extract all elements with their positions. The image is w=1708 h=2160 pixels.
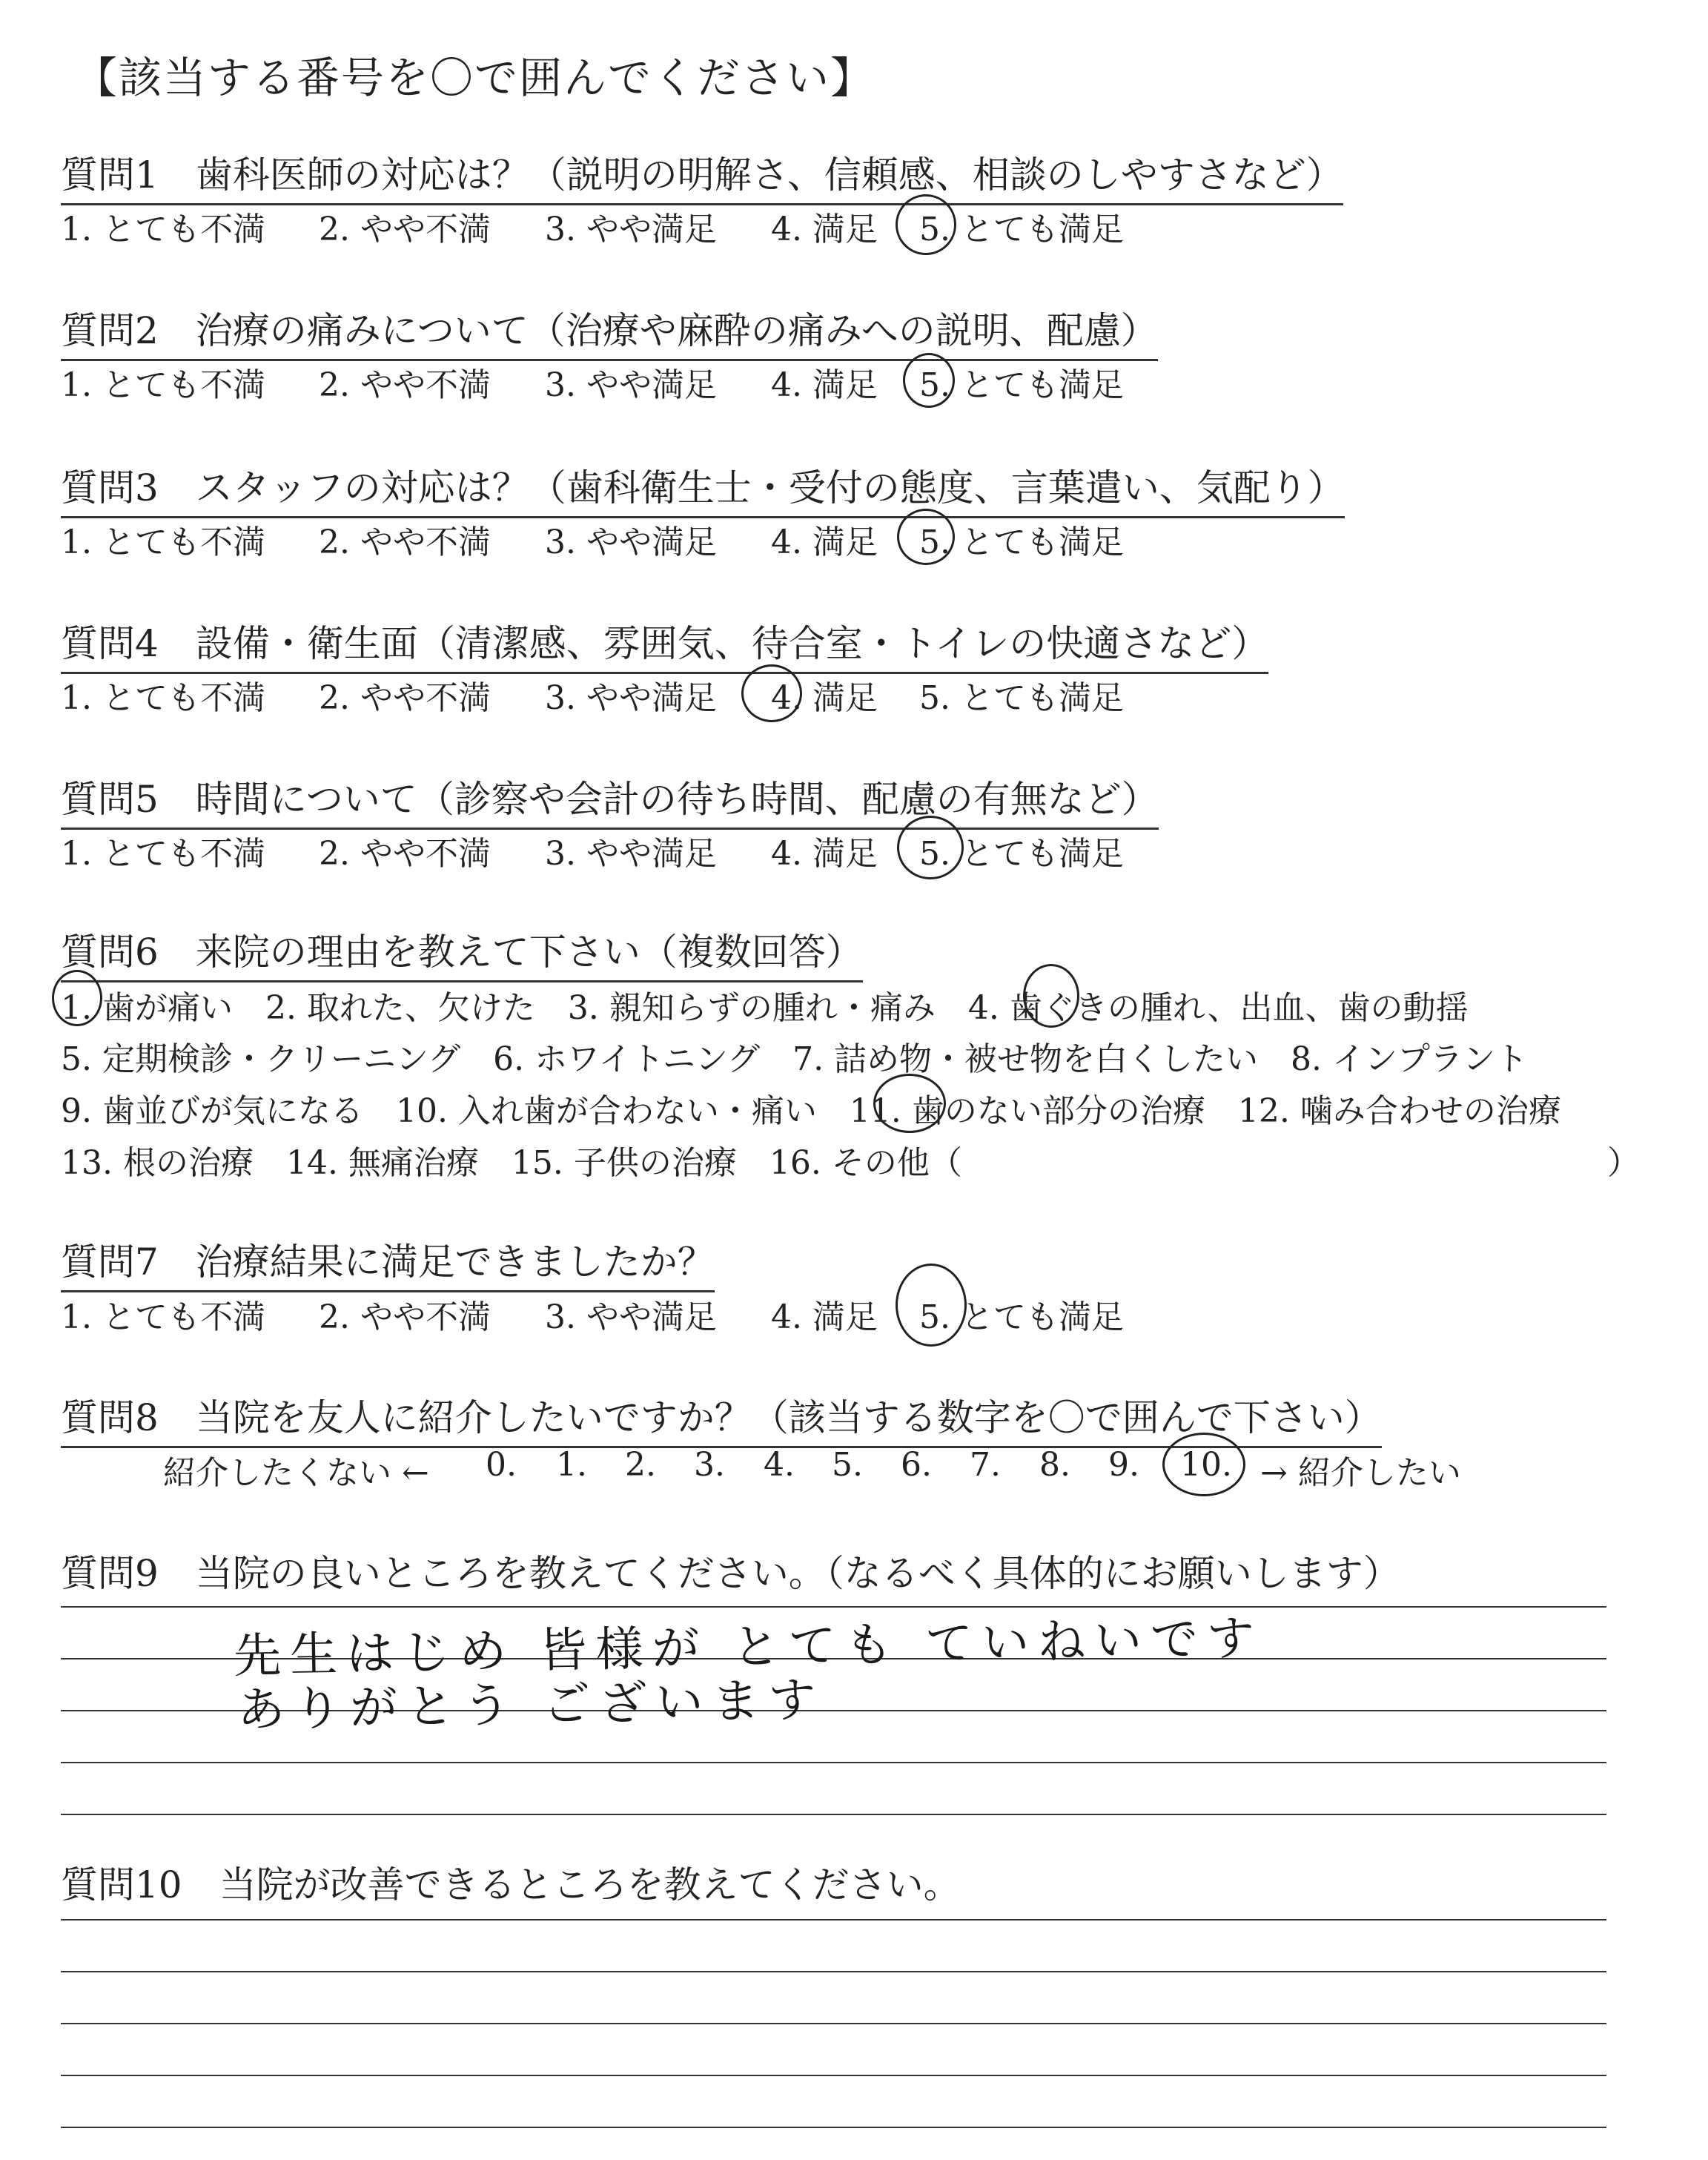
question-1-label: 質問1 歯科医師の対応は？（説明の明解さ、信頼感、相談のしやすさなど） bbox=[61, 145, 1343, 205]
q10-answer-line-2 bbox=[61, 1971, 1606, 1972]
question-4-label: 質問4 設備・衛生面（清潔感、雰囲気、待合室・トイレの快適さなど） bbox=[61, 614, 1268, 674]
q6-row-3[interactable]: 9. 歯並びが気になる 10. 入れ歯が合わない・痛い 11. 歯のない部分の治療 12. 噛み合わせの治療 bbox=[61, 1092, 1561, 1130]
q9-handwritten-line-1: 先生はじめ 皆様が とても ていねいです bbox=[233, 1611, 1264, 1685]
q9-handwritten-line-2: ありがとう ございます bbox=[236, 1673, 826, 1738]
question-3-label: 質問3 スタッフの対応は？（歯科衛生士・受付の態度、言葉遣い、気配り） bbox=[61, 458, 1345, 518]
q8-scale-7[interactable]: 7. bbox=[970, 1446, 1001, 1484]
q7-option-3[interactable]: 3. やや満足 bbox=[545, 1298, 717, 1336]
q9-answer-line-4 bbox=[61, 1762, 1606, 1763]
q2-option-2[interactable]: 2. やや不満 bbox=[319, 366, 491, 404]
q10-answer-line-3 bbox=[61, 2023, 1606, 2024]
page-title: 【該当する番号を〇で囲んでください】 bbox=[74, 53, 875, 103]
q8-scale-2[interactable]: 2. bbox=[625, 1446, 656, 1484]
q1-option-3[interactable]: 3. やや満足 bbox=[545, 211, 717, 248]
q4-option-5[interactable]: 5. とても満足 bbox=[919, 679, 1124, 717]
q8-scale-6[interactable]: 6. bbox=[901, 1446, 932, 1484]
q8-scale-5[interactable]: 5. bbox=[832, 1446, 863, 1484]
q3-option-2[interactable]: 2. やや不満 bbox=[319, 524, 491, 561]
q2-option-5[interactable]: 5. とても満足 bbox=[919, 366, 1124, 404]
q5-option-5[interactable]: 5. とても満足 bbox=[919, 835, 1124, 873]
q1-option-4[interactable]: 4. 満足 bbox=[771, 211, 878, 248]
q5-option-2[interactable]: 2. やや不満 bbox=[319, 835, 491, 873]
q6-row-1[interactable]: 1. 歯が痛い 2. 取れた、欠けた 3. 親知らずの腫れ・痛み 4. 歯ぐきの腫れ、出血、歯の動揺 bbox=[61, 989, 1469, 1027]
q4-option-2[interactable]: 2. やや不満 bbox=[319, 679, 491, 717]
q1-selected-circle bbox=[896, 194, 956, 255]
q8-scale-left-label: 紹介したくない ← bbox=[163, 1454, 429, 1492]
q6-other-close: ） bbox=[1607, 1144, 1640, 1182]
q8-scale-0[interactable]: 0. bbox=[486, 1446, 517, 1484]
q7-option-2[interactable]: 2. やや不満 bbox=[319, 1298, 491, 1336]
q5-option-3[interactable]: 3. やや満足 bbox=[545, 835, 717, 873]
q10-answer-line-1 bbox=[61, 1919, 1606, 1920]
q7-option-5[interactable]: 5. とても満足 bbox=[919, 1298, 1124, 1336]
q2-option-1[interactable]: 1. とても不満 bbox=[61, 366, 265, 404]
q6-selected-circle-4 bbox=[1023, 964, 1079, 1028]
q3-option-5[interactable]: 5. とても満足 bbox=[919, 524, 1124, 561]
question-9-label: 質問9 当院の良いところを教えてください。（なるべく具体的にお願いします） bbox=[61, 1552, 1400, 1595]
q3-selected-circle bbox=[897, 509, 955, 565]
q7-option-4[interactable]: 4. 満足 bbox=[771, 1298, 878, 1336]
q6-selected-circle-1 bbox=[52, 970, 102, 1026]
q8-scale-8[interactable]: 8. bbox=[1039, 1446, 1070, 1484]
q5-option-1[interactable]: 1. とても不満 bbox=[61, 835, 265, 873]
q3-option-4[interactable]: 4. 満足 bbox=[771, 524, 878, 561]
question-2-label: 質問2 治療の痛みについて（治療や麻酔の痛みへの説明、配慮） bbox=[61, 301, 1158, 361]
q8-scale-4[interactable]: 4. bbox=[764, 1446, 795, 1484]
q4-option-1[interactable]: 1. とても不満 bbox=[61, 679, 265, 717]
question-7-label: 質問7 治療結果に満足できましたか？ bbox=[61, 1232, 715, 1292]
question-8-label: 質問8 当院を友人に紹介したいですか？（該当する数字を〇で囲んで下さい） bbox=[61, 1388, 1382, 1448]
question-10-label: 質問10 当院が改善できるところを教えてください。 bbox=[61, 1863, 961, 1906]
q2-option-4[interactable]: 4. 満足 bbox=[771, 366, 878, 404]
q8-scale-right-label: → 紹介したい bbox=[1260, 1454, 1461, 1492]
q8-scale-10[interactable]: 10. bbox=[1180, 1446, 1232, 1484]
q10-answer-line-4 bbox=[61, 2075, 1606, 2076]
question-5-label: 質問5 時間について（診察や会計の待ち時間、配慮の有無など） bbox=[61, 770, 1159, 830]
q2-option-3[interactable]: 3. やや満足 bbox=[545, 366, 717, 404]
q5-selected-circle bbox=[897, 816, 964, 879]
q6-row-4[interactable]: 13. 根の治療 14. 無痛治療 15. 子供の治療 16. その他（ bbox=[61, 1144, 962, 1182]
q6-selected-circle-11 bbox=[873, 1074, 946, 1133]
q4-option-4[interactable]: 4. 満足 bbox=[771, 679, 878, 717]
q1-option-1[interactable]: 1. とても不満 bbox=[61, 211, 265, 248]
q3-option-1[interactable]: 1. とても不満 bbox=[61, 524, 265, 561]
q9-answer-line-5 bbox=[61, 1814, 1606, 1815]
q10-answer-line-5 bbox=[61, 2127, 1606, 2128]
q6-row-2[interactable]: 5. 定期検診・クリーニング 6. ホワイトニング 7. 詰め物・被せ物を白くしたい 8. インプラント bbox=[61, 1040, 1529, 1078]
q3-option-3[interactable]: 3. やや満足 bbox=[545, 524, 717, 561]
q8-scale-9[interactable]: 9. bbox=[1108, 1446, 1139, 1484]
q4-option-3[interactable]: 3. やや満足 bbox=[545, 679, 717, 717]
q4-selected-circle bbox=[741, 664, 802, 722]
q8-selected-circle bbox=[1162, 1433, 1245, 1496]
q7-selected-circle bbox=[896, 1264, 967, 1347]
q8-scale-1[interactable]: 1. bbox=[556, 1446, 587, 1484]
q1-option-2[interactable]: 2. やや不満 bbox=[319, 211, 491, 248]
q7-option-1[interactable]: 1. とても不満 bbox=[61, 1298, 265, 1336]
q2-selected-circle bbox=[903, 353, 955, 408]
q8-scale-3[interactable]: 3. bbox=[694, 1446, 725, 1484]
q1-option-5[interactable]: 5. とても満足 bbox=[919, 211, 1124, 248]
q5-option-4[interactable]: 4. 満足 bbox=[771, 835, 878, 873]
question-6-label: 質問6 来院の理由を教えて下さい（複数回答） bbox=[61, 922, 863, 982]
